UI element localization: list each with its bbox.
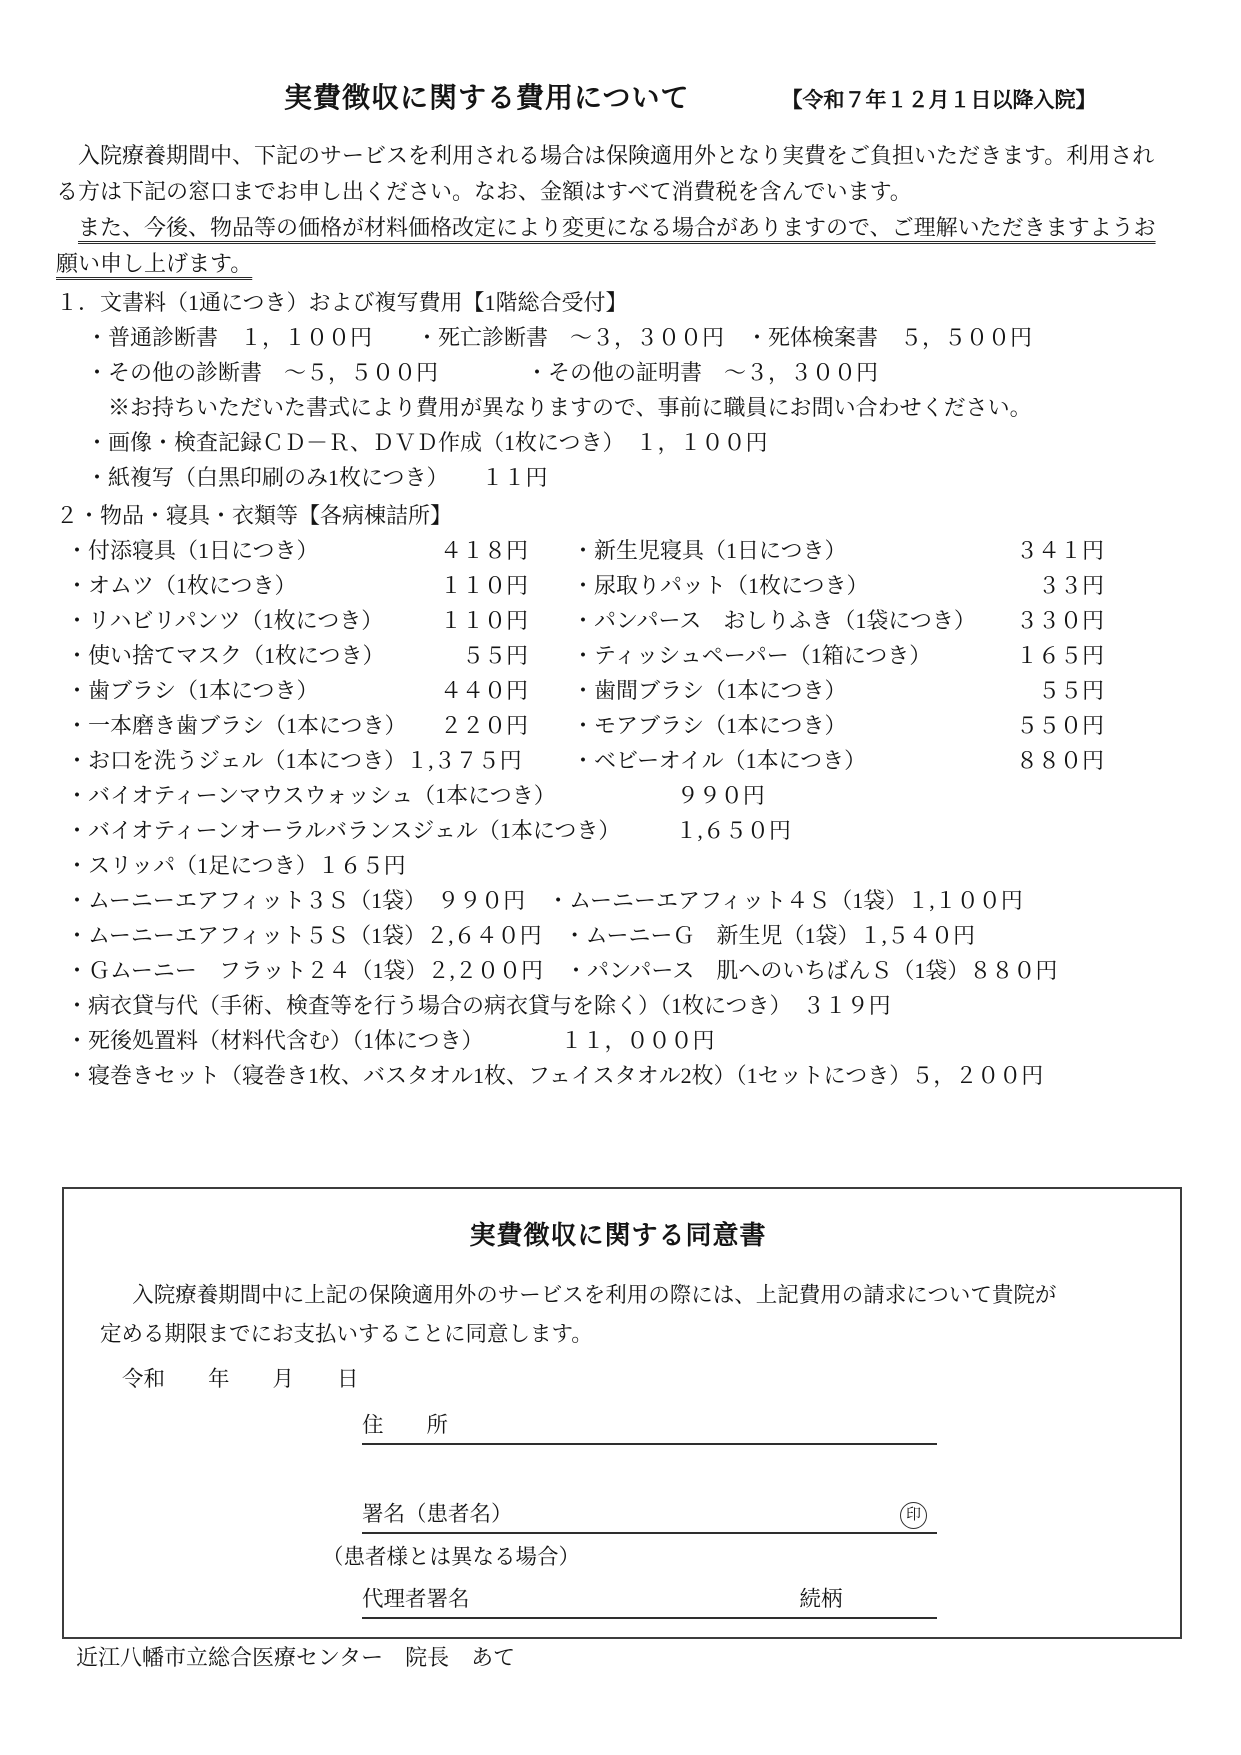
fee-item — [66, 813, 791, 848]
item-row — [66, 988, 1185, 1023]
item-price: ３４１円 — [1015, 538, 1104, 563]
addressee: 近江八幡市立総合医療センター 院長 あて — [76, 1645, 516, 1670]
item-price: ４１８円 — [439, 538, 528, 563]
item-row — [66, 708, 1185, 743]
relation-label: 続柄 — [799, 1587, 843, 1611]
signature-field — [362, 1499, 937, 1534]
item-label: ・歯ブラシ（1本につき） — [66, 678, 319, 703]
fee-item — [572, 743, 1104, 778]
fee-item — [572, 603, 1104, 638]
item-row — [66, 1023, 1185, 1058]
item-row — [66, 743, 1185, 778]
fee-item — [66, 1023, 715, 1058]
notice-paragraph-wrap — [56, 210, 1166, 282]
fee-item — [66, 638, 528, 673]
item-row — [66, 638, 1185, 673]
item-label: ・バイオティーンマウスウォッシュ（1本につき） ９９０円 — [66, 783, 765, 808]
fee-item — [572, 708, 1104, 743]
proxy-note: （患者様とは異なる場合） — [322, 1545, 581, 1569]
notice-paragraph: また、今後、物品等の価格が材料価格改定により変更になる場合がありますので、ご理解いただきますようお願い申し上げます。 — [56, 215, 1156, 276]
proxy-signature-label: 代理者署名 — [362, 1587, 470, 1611]
fee-item — [572, 568, 1104, 603]
item-label: ・パンパース おしりふき（1袋につき） — [572, 608, 976, 633]
item-row — [66, 673, 1185, 708]
item-row — [66, 568, 1185, 603]
item-label: ・新生児寝具（1日につき） — [572, 538, 847, 563]
effective-date-note: 【令和７年１２月１日以降入院】 — [781, 89, 1097, 112]
item-label: ・ベビーオイル（1本につき） — [572, 748, 867, 773]
item-label: ・リハビリパンツ（1枚につき） — [66, 608, 384, 633]
consent-date-line: 令和 年 月 日 — [122, 1367, 359, 1391]
item-price: ４４０円 — [439, 678, 528, 703]
fee-item — [66, 603, 528, 638]
address-field — [362, 1410, 937, 1445]
fee-line: ・普通診断書 １，１００円 ・死亡診断書 ～３，３００円 ・死体検案書 ５，５００円 — [86, 325, 1033, 350]
item-label: ・病衣貸与代（手術、検査等を行う場合の病衣貸与を除く）（1枚につき） ３１９円 — [66, 993, 891, 1018]
seal-mark: 印 — [900, 1502, 927, 1529]
document-header — [56, 76, 1185, 116]
item-row — [66, 1058, 1185, 1093]
fee-item — [66, 708, 528, 743]
signature-label: 署名（患者名） — [362, 1502, 513, 1526]
fee-item — [572, 638, 1104, 673]
address-label: 住 所 — [362, 1413, 449, 1437]
item-price: ５５円 — [461, 643, 528, 668]
intro-paragraph: 入院療養期間中、下記のサービスを利用される場合は保険適用外となり実費をご負担いただきます。利用される方は下記の窓口までお申し出ください。なお、金額はすべて消費税を含んでいます。 — [56, 143, 1155, 204]
proxy-signature-field — [362, 1584, 937, 1619]
section2-rows — [56, 533, 1185, 1093]
item-label: ・オムツ（1枚につき） — [66, 573, 297, 598]
item-row — [66, 883, 1185, 918]
item-row — [66, 603, 1185, 638]
fee-item — [66, 848, 406, 883]
item-price: １６５円 — [1015, 643, 1104, 668]
item-label: ・Ｇムーニー フラット２４（1袋）２,２００円 ・パンパース 肌へのいちばんＳ（1袋）８８０円 — [66, 958, 1058, 983]
item-label: ・ティッシュペーパー（1箱につき） — [572, 643, 932, 668]
fee-line: ・画像・検査記録ＣＤ－Ｒ、ＤＶＤ作成（1枚につき） １，１００円 — [86, 430, 768, 455]
item-row — [66, 953, 1185, 988]
item-row — [66, 918, 1185, 953]
item-price: ３３０円 — [1015, 608, 1104, 633]
item-price: ８８０円 — [1015, 748, 1104, 773]
fee-item — [66, 1058, 1043, 1093]
consent-form-box — [62, 1187, 1182, 1670]
fee-line: ※お持ちいただいた書式により費用が異なりますので、事前に職員にお問い合わせください。 — [86, 395, 1032, 420]
fee-item — [572, 673, 1104, 708]
section1-lines — [56, 320, 1185, 495]
fee-line: ・紙複写（白黒印刷のみ1枚につき） １１円 — [86, 465, 548, 490]
item-price: １１０円 — [439, 573, 528, 598]
item-label: ・バイオティーンオーラルバランスジェル（1本につき） １,６５０円 — [66, 818, 791, 843]
item-label: ・付添寝具（1日につき） — [66, 538, 319, 563]
item-price: ３３円 — [1037, 573, 1104, 598]
item-label: ・歯間ブラシ（1本につき） — [572, 678, 847, 703]
item-price: ２２０円 — [439, 713, 528, 738]
item-row — [66, 533, 1185, 568]
fee-item — [572, 533, 1104, 568]
item-label: ・ムーニーエアフィット３Ｓ（1袋） ９９０円 ・ムーニーエアフィット４Ｓ（1袋）１,１００円 — [66, 888, 1023, 913]
item-label: ・モアブラシ（1本につき） — [572, 713, 847, 738]
fee-item — [66, 673, 528, 708]
fee-item — [66, 953, 1057, 988]
fee-item — [66, 568, 528, 603]
consent-title: 実費徴収に関する同意書 — [469, 1220, 767, 1250]
item-row — [66, 848, 1185, 883]
fee-item — [66, 988, 891, 1023]
section1-heading: １．文書料（1通につき）および複写費用【1階総合受付】 — [56, 290, 628, 315]
item-label: ・一本磨き歯ブラシ（1本につき） — [66, 713, 407, 738]
fee-item — [66, 778, 765, 813]
item-label: ・寝巻きセット（寝巻き1枚、バスタオル1枚、フェイスタオル2枚）（1セットにつき）５，２００円 — [66, 1063, 1044, 1088]
fee-line: ・その他の診断書 ～５，５００円 ・その他の証明書 ～３，３００円 — [86, 360, 879, 385]
item-label: ・お口を洗うジェル（1本につき）１,３７５円 — [66, 748, 522, 773]
item-label: ・尿取りパット（1枚につき） — [572, 573, 869, 598]
item-label: ・ムーニーエアフィット５Ｓ（1袋）２,６４０円 ・ムーニーＧ 新生児（1袋）１,５４０円 — [66, 923, 976, 948]
item-price: ５５円 — [1037, 678, 1104, 703]
item-label: ・死後処置料（材料代含む）（1体につき） １１，０００円 — [66, 1028, 715, 1053]
fee-item — [66, 918, 975, 953]
consent-body: 入院療養期間中に上記の保険適用外のサービスを利用の際には、上記費用の請求について貴院が定める期限までにお支払いすることに同意します。 — [100, 1283, 1057, 1346]
item-price: ５５０円 — [1015, 713, 1104, 738]
item-label: ・スリッパ（1足につき）１６５円 — [66, 853, 406, 878]
item-price: １１０円 — [439, 608, 528, 633]
section2-heading: ２・物品・寝具・衣類等【各病棟詰所】 — [56, 503, 453, 528]
item-label: ・使い捨てマスク（1枚につき） — [66, 643, 385, 668]
fee-item — [66, 533, 528, 568]
item-row — [66, 778, 1185, 813]
fee-item — [66, 883, 1023, 918]
page-title: 実費徴収に関する費用について — [284, 82, 690, 113]
fee-item — [66, 743, 528, 778]
item-row — [66, 813, 1185, 848]
